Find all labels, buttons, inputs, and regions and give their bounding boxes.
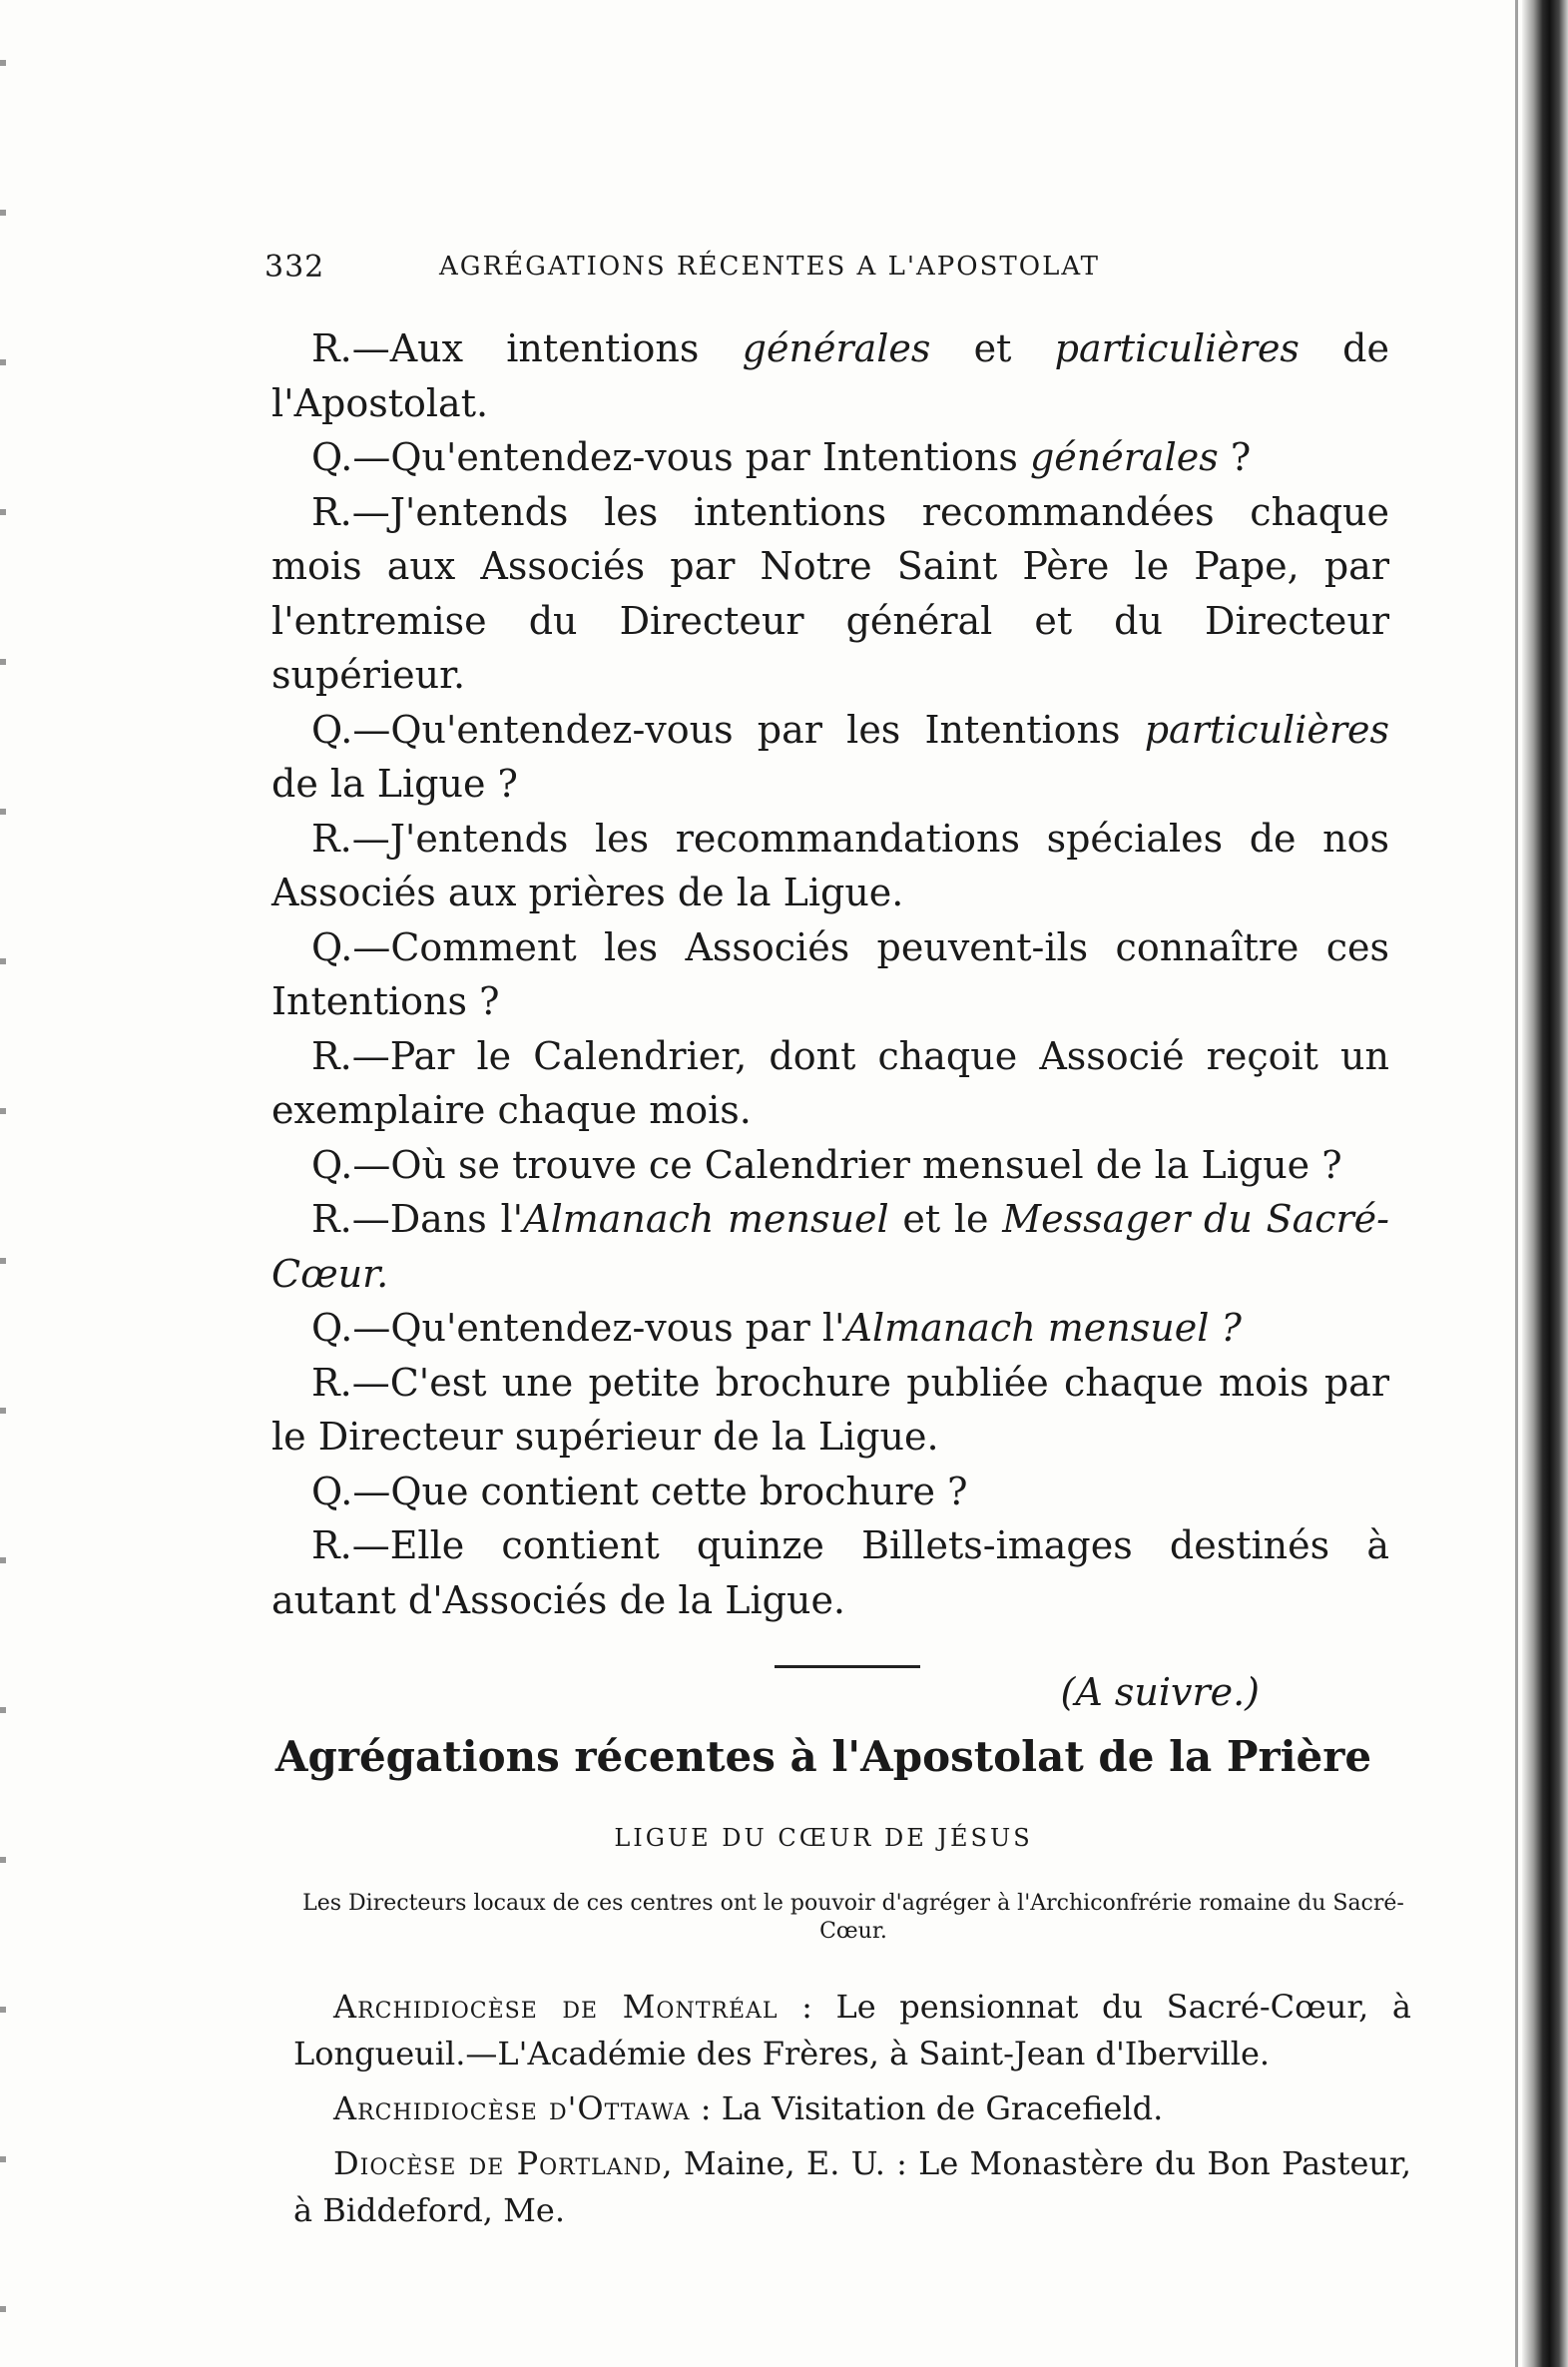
- paragraph: R.—Dans l'Almanach mensuel et le Messager du Sacré-Cœur.: [271, 1197, 1390, 1296]
- paragraph: Q.—Que contient cette brochure ?: [311, 1469, 968, 1513]
- continued-note: (A suivre.): [1060, 1670, 1260, 1714]
- paragraph: R.—Par le Calendrier, dont chaque Associé reçoit un exemplaire chaque mois.: [271, 1033, 1389, 1132]
- section-title: Agrégations récentes à l'Apostolat de la Prière: [274, 1732, 1372, 1781]
- list-item: Archidiocèse d'Ottawa : La Visitation de Gracefield.: [333, 2089, 1164, 2127]
- section-divider: [775, 1665, 920, 1668]
- paragraph: Q.—Qu'entendez-vous par les Intentions particulières de la Ligue ?: [271, 707, 1389, 806]
- scan-edge-marks: [0, 0, 6, 2367]
- section-note: Les Directeurs locaux de ces centres ont le pouvoir d'agréger à l'Archiconfrérie romaine du Sacré-Cœur.: [302, 1891, 1404, 1944]
- section-subtitle: LIGUE DU CŒUR DE JÉSUS: [614, 1824, 1033, 1852]
- paragraph: Q.—Qu'entendez-vous par l'Almanach mensuel ?: [311, 1306, 1242, 1350]
- diocese-name: Archidiocèse de Montréal: [333, 1988, 779, 2026]
- list-item: Diocèse de Portland, Maine, E. U. : Le Monastère du Bon Pasteur, à Biddeford, Me.: [293, 2144, 1411, 2229]
- page-number: 332: [264, 250, 325, 285]
- paragraph: R.—J'entends les recommandations spéciales de nos Associés aux prières de la Ligue.: [271, 816, 1389, 914]
- diocese-name: Archidiocèse d'Ottawa: [333, 2089, 691, 2127]
- paragraph: R.—J'entends les intentions recommandées chaque mois aux Associés par Notre Saint Père le Pape, par l'entremise du Directeur général et du Directeur supérieur.: [271, 489, 1389, 697]
- running-head: [264, 250, 1263, 290]
- spine-shadow-line: [1515, 0, 1518, 2367]
- aggregation-list: [293, 1984, 1411, 2242]
- paragraph: Q.—Qu'entendez-vous par Intentions générales ?: [311, 435, 1252, 479]
- catechism-text: [271, 321, 1389, 1758]
- running-title: AGRÉGATIONS RÉCENTES A L'APOSTOLAT: [439, 252, 1101, 282]
- paragraph: R.—C'est une petite brochure publiée chaque mois par le Directeur supérieur de la Ligue.: [271, 1360, 1389, 1459]
- paragraph: R.—Aux intentions générales et particulières de l'Apostolat.: [271, 326, 1389, 425]
- book-spine: [1522, 0, 1568, 2367]
- list-item: Archidiocèse de Montréal : Le pensionnat du Sacré-Cœur, à Longueuil.—L'Académie des Frères, à Saint-Jean d'Iberville.: [293, 1988, 1411, 2072]
- paragraph: R.—Elle contient quinze Billets-images destinés à autant d'Associés de la Ligue.: [271, 1523, 1389, 1622]
- paragraph: Q.—Comment les Associés peuvent-ils connaître ces Intentions ?: [271, 924, 1389, 1023]
- paragraph: Q.—Où se trouve ce Calendrier mensuel de la Ligue ?: [311, 1142, 1342, 1187]
- diocese-name: Diocèse de Portland: [333, 2144, 663, 2182]
